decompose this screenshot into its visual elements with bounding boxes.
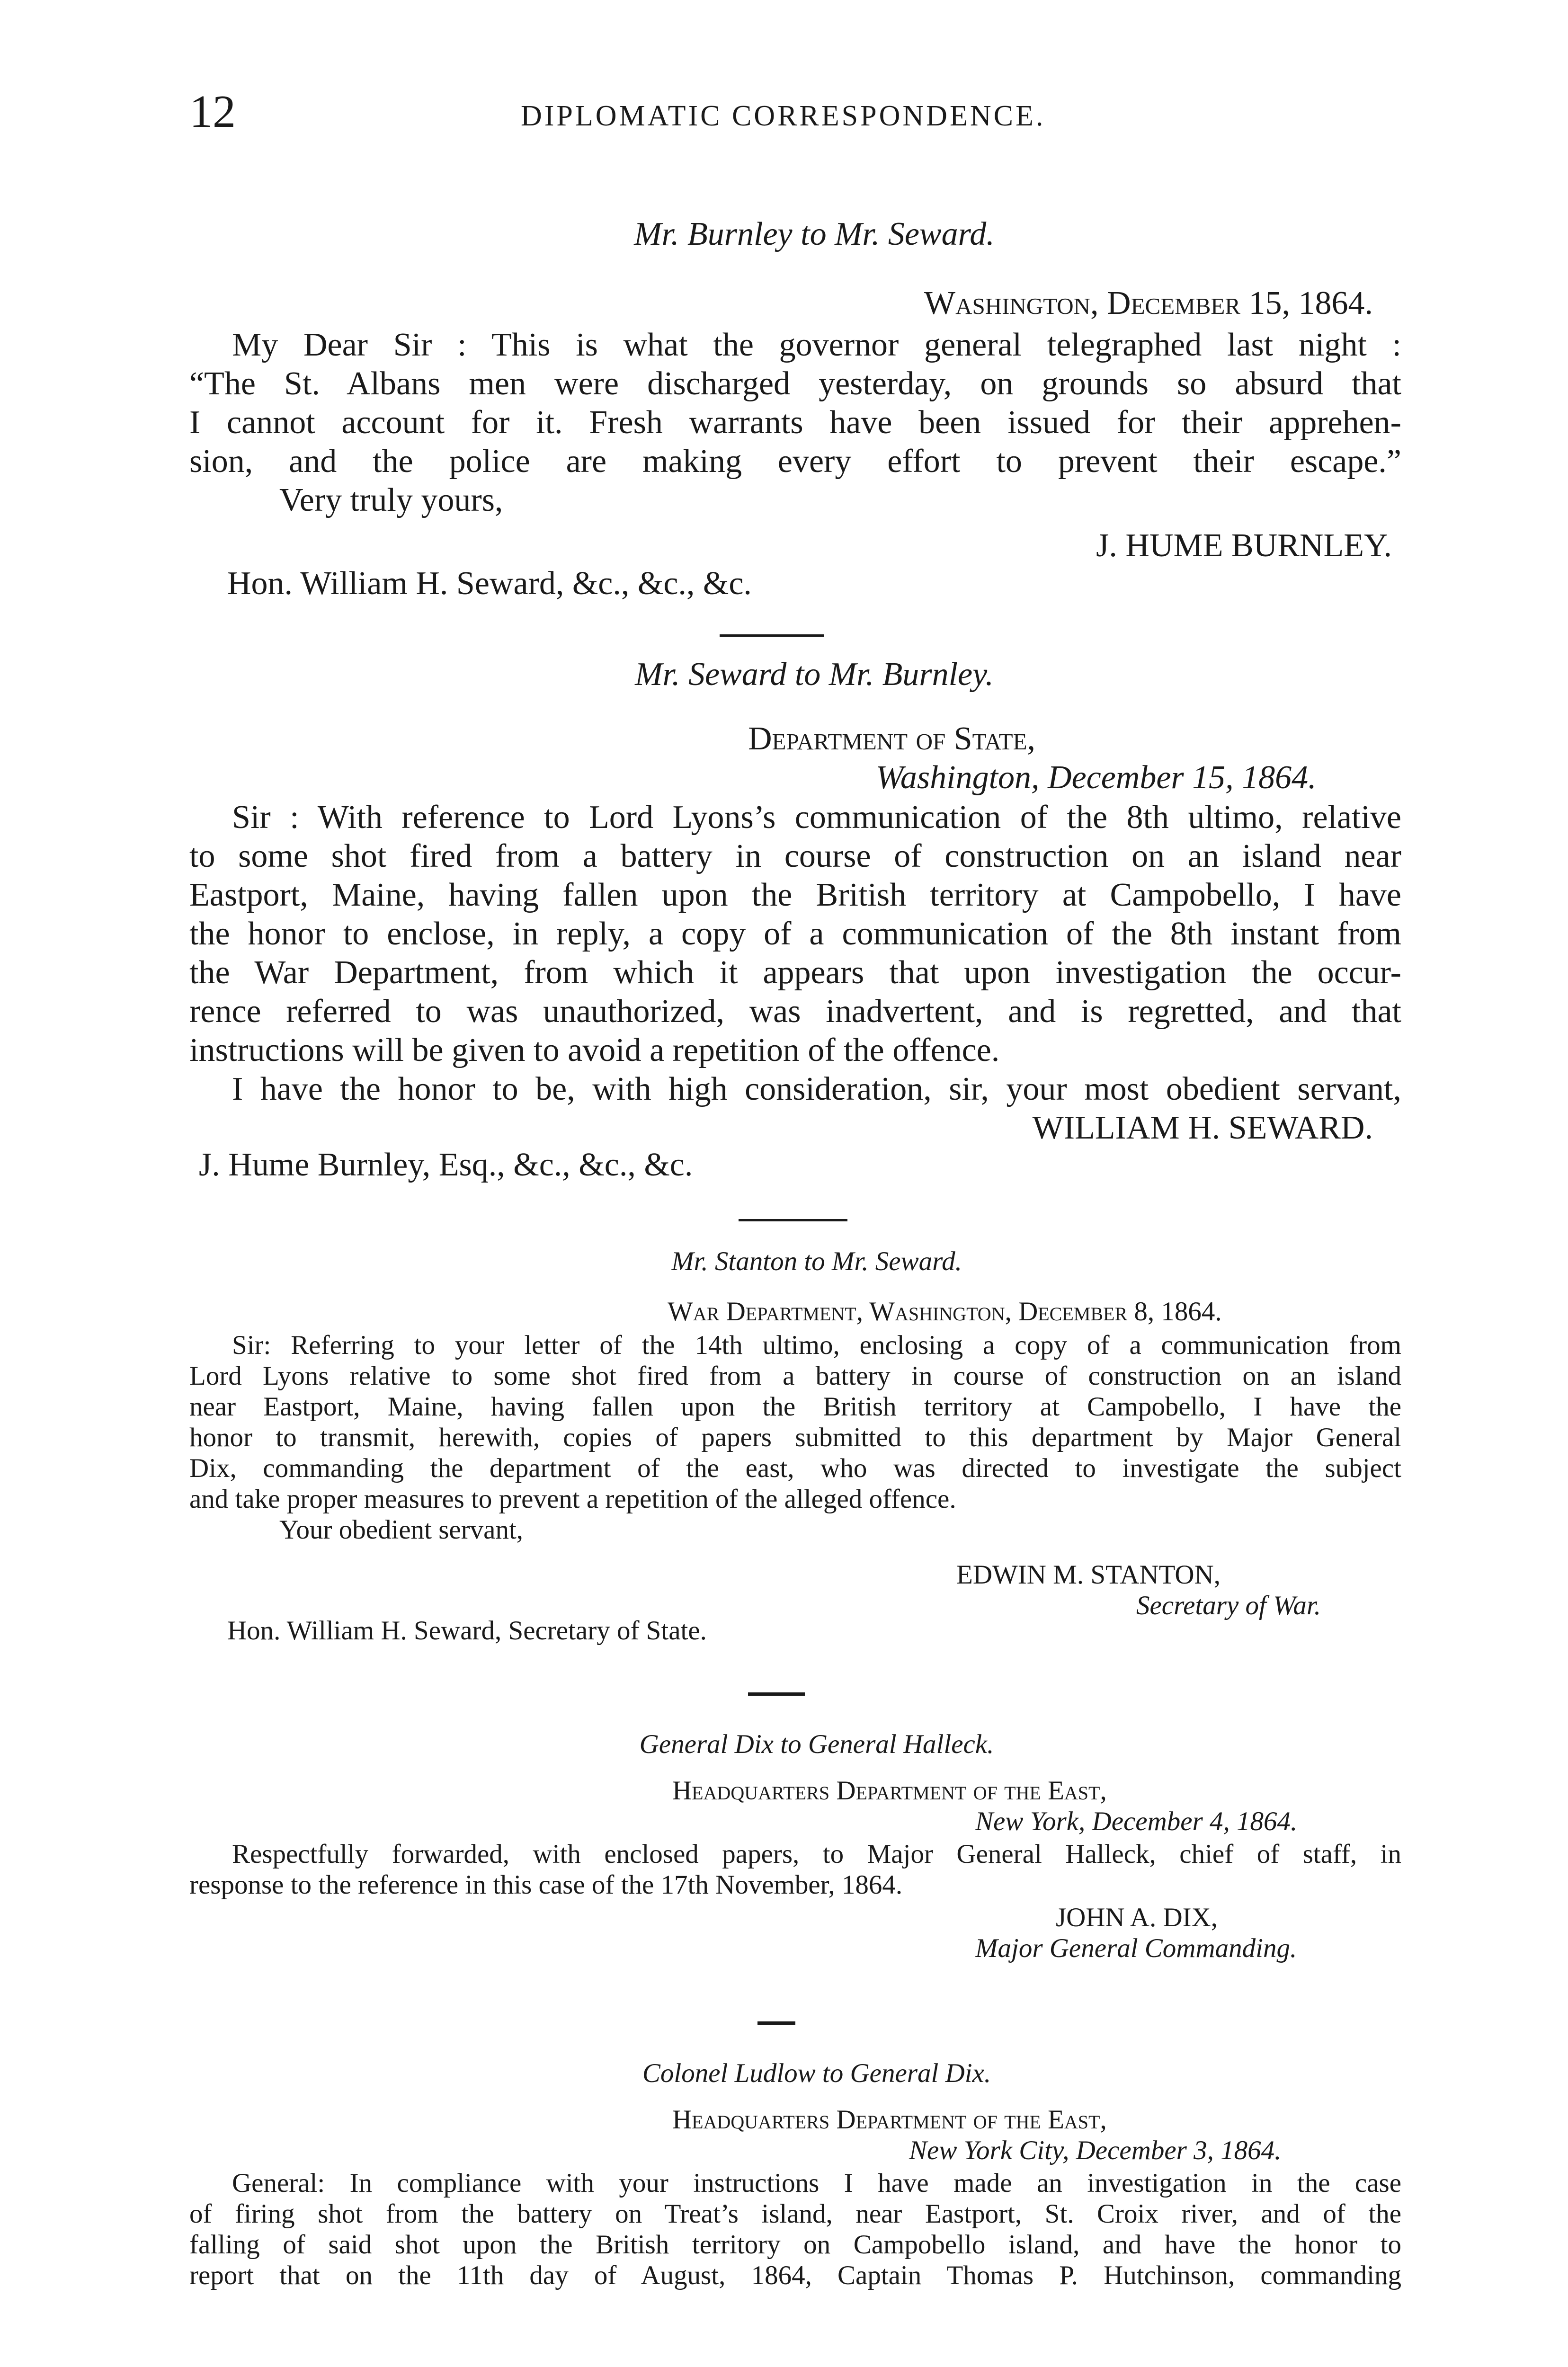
letter-place-date — [189, 284, 1401, 323]
body-line: Sir: Referring to your letter of the 14th ultimo, enclosing a copy of a communication from — [232, 1330, 1401, 1360]
letter-seward-to-burnley — [189, 653, 1401, 1184]
letter-title: Colonel Ludlow to General Dix. — [642, 2058, 991, 2088]
body-line: report that on the 11th day of August, 1864, Captain Thomas P. Hutchinson, commanding — [189, 2260, 1401, 2290]
place-date-line: Washington, December 15, 1864. — [876, 759, 1317, 796]
letter-signature — [189, 1559, 1401, 1621]
section-divider — [720, 634, 824, 637]
body-line: Lord Lyons relative to some shot fired from a battery in course of construction on an island — [189, 1361, 1401, 1391]
letter-burnley-to-seward — [189, 213, 1401, 603]
place-date-line: Headquarters Department of the East, — [672, 1776, 1107, 1806]
letter-dix-to-halleck — [189, 1728, 1401, 1964]
letter-place-date — [189, 2104, 1401, 2166]
letter-title: Mr. Seward to Mr. Burnley. — [635, 656, 994, 693]
signature-title: Secretary of War. — [1136, 1591, 1321, 1620]
body-line: to some shot fired from a battery in course of construction on an island near — [189, 838, 1401, 874]
place-date-line: Department of State, — [748, 721, 1036, 757]
letter-title: General Dix to General Halleck. — [639, 1729, 994, 1759]
page-header — [189, 85, 1401, 151]
section-divider — [748, 1692, 805, 1696]
signature-name: JOHN A. DIX, — [1056, 1903, 1218, 1932]
body-line: near Eastport, Maine, having fallen upon the British territory at Campobello, I have the — [189, 1392, 1401, 1422]
signature-title: Major General Commanding. — [975, 1933, 1297, 1963]
signature-name: EDWIN M. STANTON, — [956, 1560, 1221, 1590]
place-date-line: New York City, December 3, 1864. — [909, 2136, 1282, 2165]
body-line: and take proper measures to prevent a repetition of the alleged offence. — [189, 1484, 956, 1514]
letter-signature — [189, 1902, 1401, 1964]
body-line: honor to transmit, herewith, copies of papers submitted to this department by Major General — [189, 1423, 1401, 1452]
letter-body — [189, 798, 1401, 1109]
body-line: Dix, commanding the department of the east, who was directed to investigate the subject — [189, 1453, 1401, 1483]
section-divider — [757, 2021, 795, 2025]
letter-closing: Your obedient servant, — [279, 1515, 524, 1545]
body-line: General: In compliance with your instructions I have made an investigation in the case — [232, 2168, 1401, 2198]
letter-addressee: J. Hume Burnley, Esq., &c., &c., &c. — [199, 1147, 693, 1183]
place-date-line: New York, December 4, 1864. — [975, 1806, 1298, 1836]
letter-signature: WILLIAM H. SEWARD. — [1032, 1110, 1373, 1146]
place-date-line: War Department, Washington, December 8, 1864. — [668, 1297, 1222, 1326]
body-line: response to the reference in this case of the 17th November, 1864. — [189, 1870, 903, 1900]
letter-addressee: Hon. William H. Seward, Secretary of State. — [227, 1616, 707, 1646]
letter-stanton-to-seward — [189, 1245, 1401, 1646]
body-line: the honor to enclose, in reply, a copy of a communication of the 8th instant from — [189, 916, 1401, 952]
letter-ludlow-to-dix — [189, 2057, 1401, 2291]
body-line: Eastport, Maine, having fallen upon the British territory at Campobello, I have — [189, 877, 1401, 913]
letter-addressee: Hon. William H. Seward, &c., &c., &c. — [227, 565, 752, 602]
letter-title: Mr. Stanton to Mr. Seward. — [671, 1246, 962, 1276]
letter-place-date — [189, 1296, 1401, 1327]
body-line: Sir : With reference to Lord Lyons’s communication of the 8th ultimo, relative — [232, 799, 1401, 836]
letter-place-date — [189, 720, 1401, 797]
letter-place-date — [189, 1775, 1401, 1837]
letter-body — [189, 1330, 1401, 1514]
body-line: rence referred to was unauthorized, was inadvertent, and is regretted, and that — [189, 993, 1401, 1030]
letter-signature: J. HUME BURNLEY. — [1096, 527, 1392, 564]
letter-body — [189, 2168, 1401, 2291]
section-divider — [739, 1219, 847, 1221]
body-line: I cannot account for it. Fresh warrants have been issued for their apprehen- — [189, 404, 1401, 441]
body-line: sion, and the police are making every effort to prevent their escape.” — [189, 443, 1401, 480]
running-head: DIPLOMATIC CORRESPONDENCE. — [521, 100, 1046, 132]
body-line: instructions will be given to avoid a repetition of the offence. — [189, 1032, 1000, 1068]
place-date-line: Headquarters Department of the East, — [672, 2105, 1107, 2135]
body-line: My Dear Sir : This is what the governor general telegraphed last night : — [232, 327, 1401, 363]
body-line: “The St. Albans men were discharged yesterday, on grounds so absurd that — [189, 365, 1401, 402]
letter-body — [189, 326, 1401, 481]
body-line: Respectfully forwarded, with enclosed papers, to Major General Halleck, chief of staff, in — [232, 1839, 1401, 1869]
letter-closing: Very truly yours, — [279, 482, 503, 518]
letter-title: Mr. Burnley to Mr. Seward. — [634, 216, 995, 252]
body-line: the War Department, from which it appears that upon investigation the occur- — [189, 954, 1401, 991]
body-line: of firing shot from the battery on Treat’s island, near Eastport, St. Croix river, and of the — [189, 2199, 1401, 2229]
letter-body — [189, 1839, 1401, 1900]
body-line: I have the honor to be, with high consideration, sir, your most obedient servant, — [232, 1071, 1401, 1107]
page-number: 12 — [189, 86, 236, 137]
body-line: falling of said shot upon the British territory on Campobello island, and have the honor to — [189, 2230, 1401, 2260]
place-date-line: Washington, December 15, 1864. — [924, 285, 1373, 321]
